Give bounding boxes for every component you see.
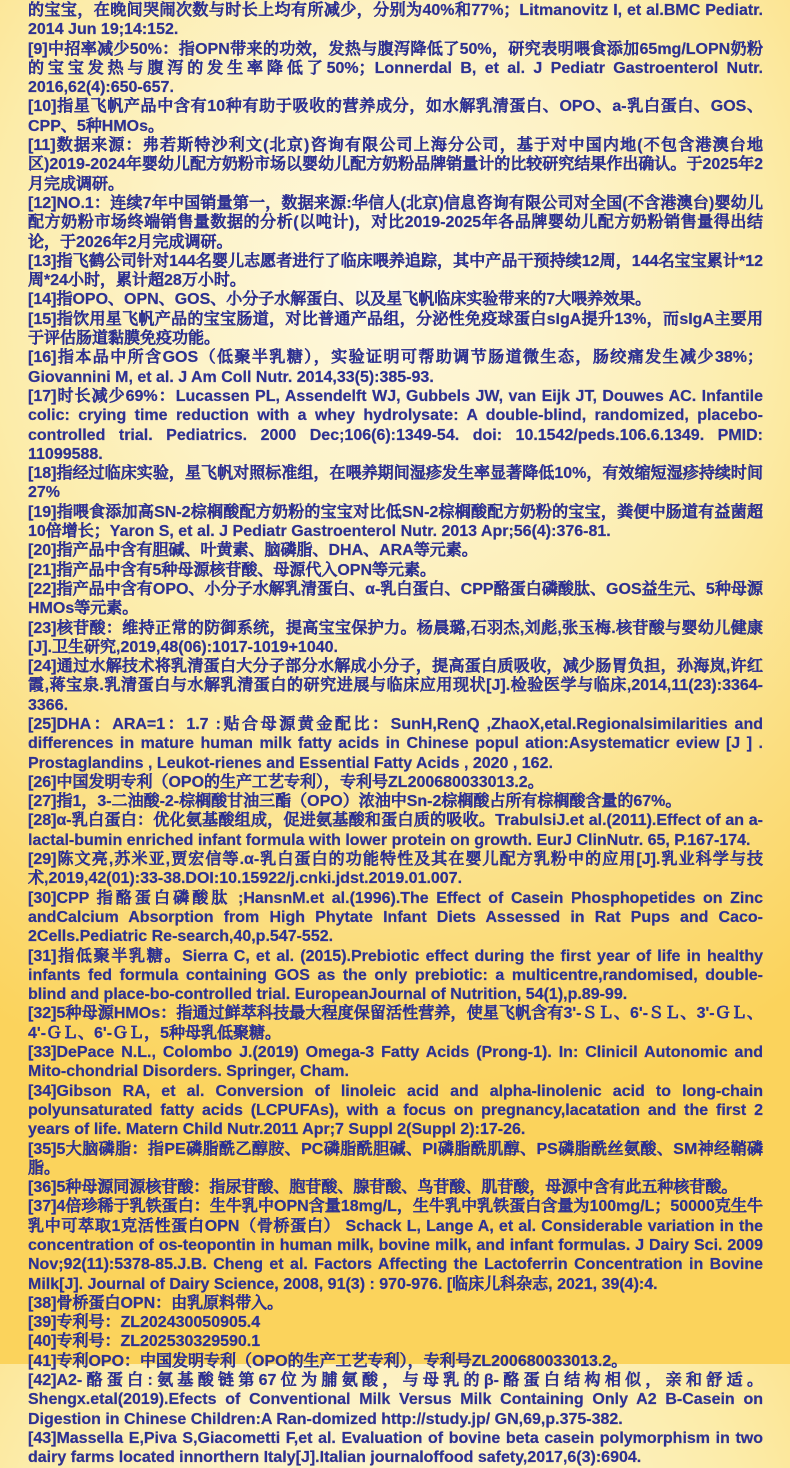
footnote-item-43: [43]Massella E,Piva S,Giacometti F,et al. Evaluation of bovine beta casein polymorphism in two dairy farms located innorthern Italy[J].Italian journaloffood safety,2017,6(3):6904. xyxy=(28,1429,763,1467)
footnote-item-41: [41]专利OPO：中国发明专利（OPO的生产工艺专利），专利号ZL200680033013.2。 xyxy=(28,1352,628,1370)
footnote-item-15: [15]指饮用星飞帆产品的宝宝肠道，对比普通产品组，分泌性免疫球蛋白sIgA提升13%，而sIgA主要用于评估肠道黏膜免疫功能。 xyxy=(28,310,763,348)
footnote-item-9: [9]中招率减少50%：指OPN带来的功效，发热与腹泻降低了50%，研究表明喂食添加65mg/LOPN奶粉的宝宝发热与腹泻的发生率降低了50%；Lonnerdal B, et al. J Pediatr Gastroenterol Nutr. 2016,62(4):650-657. xyxy=(28,40,763,97)
footnote-item-11: [11]数据来源：弗若斯特沙利文(北京)咨询有限公司上海分公司，基于对中国内地(不包含港澳台地区)2019-2024年婴幼儿配方奶粉市场以婴幼儿配方奶粉品牌销量计的比较研究结果作出确认。于2025年2月完成调研。 xyxy=(28,137,763,193)
footnote-item-24: [24]通过水解技术将乳清蛋白大分子部分水解成小分子，提高蛋白质吸收，减少肠胃负担，孙海岚,许红霞,蒋宝泉.乳清蛋白与水解乳清蛋白的研究进展与临床应用现状[J].检验医学与临床,2014,11(23):3364-3366. xyxy=(28,658,763,714)
footnote-item-23: [23]核苷酸：维持正常的防御系统，提高宝宝保护力。杨晨璐,石羽杰,刘彪,张玉梅.核苷酸与婴幼儿健康[J].卫生研究,2019,48(06):1017-1019+1040. xyxy=(28,619,763,656)
footnote-item-10: [10]指星飞帆产品中含有10种有助于吸收的营养成分，如水解乳清蛋白、OPO、a-乳白蛋白、GOS、CPP、5种HMOs。 xyxy=(28,98,763,135)
footnote-item-18: [18]指经过临床实验，星飞帆对照标准组，在喂养期间湿疹发生率显著降低10%，有效缩短湿疹持续时间27% xyxy=(28,465,763,502)
footnote-item-17: [17]时长减少69%：Lucassen PL, Assendelft WJ, Gubbels JW, van Eijk JT, Douwes AC. Infantile colic: crying time reduction with a whey hydrolysate: A double-blind, randomized, placebo-controlled trial. Pediatrics. 2000 Dec;106(6):1349-54. doi: 10.1542/peds.106.6.1349. PMID: 11099588. xyxy=(28,387,763,463)
footnote-item-40: [40]专利号：ZL202530329590.1 xyxy=(28,1333,261,1351)
footnote-item-25: [25]DHA：ARA=1：1.7 :贴合母源黄金配比：SunH,RenQ ,ZhaoX,etal.Regionalsimilarities and differences in mature human milk fatty acids in Chinese popul ation:Asystematicr eview [J ] . Prostaglandins , Leukot-rienes and Essential Fatty Acids , 2020 , 162. xyxy=(28,715,763,772)
footnote-item-34: [34]Gibson RA, et al. Conversion of linoleic acid and alpha-linolenic acid to long-chain polyunsaturated fatty acids (LCPUFAs), with a focus on pregnancy,lacatation and the first 2 years of life. Matern Child Nutr.2011 Apr;7 Suppl 2(Suppl 2):17-26. xyxy=(28,1082,763,1139)
footnote-item-20: [20]指产品中含有胆碱、叶黄素、脑磷脂、DHA、ARA等元素。 xyxy=(28,542,478,560)
footnote-item-26: [26]中国发明专利（OPO的生产工艺专利），专利号ZL200680033013.2。 xyxy=(28,773,544,791)
footnote-item-33: [33]DePace N.L., Colombo J.(2019) Omega-3 Fatty Acids (Prong-1). In: Clinicil Autonomic and Mito-chondrial Disorders. Springer, Cham. xyxy=(28,1044,763,1081)
footnote-item-27: [27]指1，3-二油酸-2-棕榈酸甘油三酯（OPO）浓油中Sn-2棕榈酸占所有棕榈酸含量的67%。 xyxy=(28,793,682,811)
footnote-item-8-continued: 的宝宝，在晚间哭闹次数与时长上均有所减少，分别为40%和77%；Litmanovitz I, et al.BMC Pediatr. 2014 Jun 19;14:152. xyxy=(28,2,763,39)
footnote-item-36: [36]5种母源同源核苷酸：指尿苷酸、胞苷酸、腺苷酸、鸟苷酸、肌苷酸，母源中含有此五种核苷酸。 xyxy=(28,1179,738,1197)
footnote-item-38: [38]骨桥蛋白OPN：由乳原料带入。 xyxy=(28,1294,284,1312)
footnote-item-32: [32]5种母源HMOs：指通过鲜萃科技最大程度保留活性营养，使星飞帆含有3'-ＳＬ、6'-ＳＬ、3'-ＧＬ、4'-ＧＬ、6'-ＧＬ，5种母乳低聚糖。 xyxy=(28,1005,763,1042)
footnote-item-14: [14]指OPO、OPN、GOS、小分子水解蛋白、以及星飞帆临床实验带来的7大喂养效果。 xyxy=(28,291,652,309)
footnote-item-42: [42]A2-酪蛋白:氨基酸链第67位为脯氨酸，与母乳的β-酪蛋白结构相似，亲和舒适。Shengx.etal(2019).Efects of Conventional Milk Versus Milk Containing Only A2 B-Casein on Digestion in Chinese Children:A Ran-domized http://study.jp/ GN,69,p.375-382. xyxy=(28,1372,763,1428)
footnote-item-39: [39]专利号：ZL202430050905.4 xyxy=(28,1314,261,1332)
footnote-item-35: [35]5大脑磷脂：指PE磷脂酰乙醇胺、PC磷脂酰胆碱、PI磷脂酰肌醇、PS磷脂酰丝氨酸、SM神经鞘磷脂。 xyxy=(28,1140,763,1177)
footnote-item-16: [16]指本品中所含GOS（低聚半乳糖），实验证明可帮助调节肠道微生态，肠绞痛发生减少38%；Giovannini M, et al. J Am Coll Nutr. 2014,33(5):385-93. xyxy=(28,349,763,386)
footnote-item-12: [12]NO.1：连续7年中国销量第一，数据来源:华信人(北京)信息咨询有限公司对全国(不含港澳台)婴幼儿配方奶粉市场终端销售量数据的分析(以吨计)，对比2019-2025年各品牌婴幼儿配方奶粉销售量得出结论，于2026年2月完成调研。 xyxy=(28,194,763,251)
footnote-item-13: [13]指飞鹤公司针对144名婴儿志愿者进行了临床喂养追踪，其中产品干预持续12周，144名宝宝累计*12周*24小时，累计超28万小时。 xyxy=(28,252,763,290)
footnote-item-30: [30]CPP 指酪蛋白磷酸肽 ;HansnM.et al.(1996).The Effect of Casein Phosphopetides on Zinc andCalcium Absorption from High Phytate Infant Diets Assessed in Rat Pups and Caco-2Cells.Pediatric Re-search,40,p.547-552. xyxy=(28,889,763,946)
footnote-item-22: [22]指产品中含有OPO、小分子水解乳清蛋白、α-乳白蛋白、CPP酪蛋白磷酸肽、GOS益生元、5种母源HMOs等元素。 xyxy=(28,580,763,618)
footnote-item-31: [31]指低聚半乳糖。Sierra C, et al. (2015).Prebiotic effect during the first year of life in healthy infants fed formula containing GOS as the only prebiotic: a multicentre,randomised, double-blind and place-bo-controlled trial. EuropeanJournal of Nutrition, 54(1),p.89-99. xyxy=(28,947,763,1004)
footnote-item-21: [21]指产品中含有5种母源核苷酸、母源代入OPN等元素。 xyxy=(28,561,437,579)
footnote-item-28: [28]α-乳白蛋白：优化氨基酸组成，促进氨基酸和蛋白质的吸收。TrabulsiJ.et al.(2011).Effect of an a-lactal-bumin enriched infant formula with lower protein on growth. EurJ ClinNutr. 65, P.167-174. xyxy=(28,812,763,849)
footnote-item-37: [37]4倍珍稀于乳铁蛋白：生牛乳中OPN含量18mg/L，生牛乳中乳铁蛋白含量为100mg/L；50000克生牛乳中可萃取1克活性蛋白OPN（骨桥蛋白） Schack L, Lange A, et al. Considerable variation in the concentration of os-teopontin in human milk, bovine milk, and infant formulas. J Dairy Sci. 2009 Nov;92(11):5378-85.J.B. Cheng et al. Factors Affecting the Lactoferrin Concentration in Bovine Milk[J]. Journal of Dairy Science, 2008, 91(3) : 970-976. [临床儿科杂志, 2021, 39(4):4. xyxy=(28,1198,763,1293)
footnote-item-19: [19]指喂食添加高SN-2棕榈酸配方奶粉的宝宝对比低SN-2棕榈酸配方奶粉的宝宝，粪便中肠道有益菌超10倍增长；Yaron S, et al. J Pediatr Gastroenterol Nutr. 2013 Apr;56(4):376-81. xyxy=(28,503,763,541)
footnote-item-29: [29]陈文亮,苏米亚,贾宏信等.α-乳白蛋白的功能特性及其在婴儿配方乳粉中的应用[J].乳业科学与技术,2019,42(01):33-38.DOI:10.15922/j.cnki.jdst.2019.01.007. xyxy=(28,851,763,888)
